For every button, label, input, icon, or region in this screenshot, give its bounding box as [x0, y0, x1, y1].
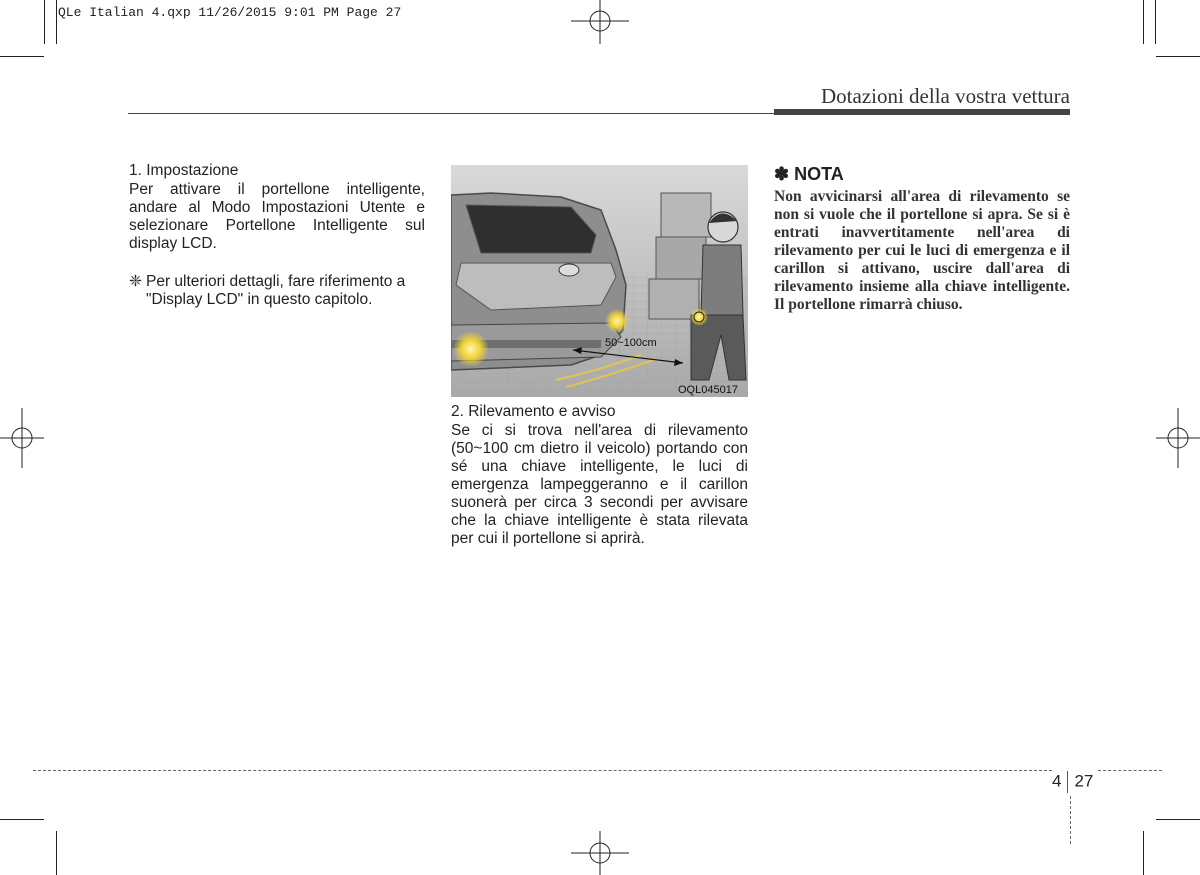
nota-body: Non avvicinarsi all'area di rilevamento se non si vuole che il portellone si apra. Se si è entrati inavvertitamente nell'area di rilevamento per cui le luci di emergenza e il carillon si attivano, uscire dall'area di rilevamento insieme alla chiave intelligente. Il portellone rimarrà chiuso. — [774, 188, 1070, 313]
paragraph-rilevamento: Se ci si trova nell'area di rilevamento (50~100 cm dietro il veicolo) portando con sé una chiave intelligente, le luci di emergenza lampeggeranno e il carillon suonerà per circa 3 secondi per avvisare che la chiave intelligente è stata rilevata per cui il portellone si aprirà. — [451, 422, 748, 547]
heading-rilevamento: 2. Rilevamento e avviso — [451, 403, 616, 420]
section-title: Dotazioni della vostra vettura — [821, 84, 1070, 108]
page-separator — [1067, 771, 1068, 793]
print-slug: QLe Italian 4.qxp 11/26/2015 9:01 PM Page 27 — [58, 5, 402, 20]
distance-label: 50~100cm — [605, 337, 657, 349]
reference-note — [129, 273, 425, 309]
page-number — [1052, 771, 1093, 793]
footer-dash-left — [33, 770, 1052, 771]
header-bar — [774, 109, 1070, 115]
chapter-number: 4 — [1052, 771, 1062, 791]
nota-title: ✽ NOTA — [774, 164, 844, 184]
page-number-value: 27 — [1074, 771, 1094, 791]
registration-mark-top — [571, 0, 629, 44]
reference-note-text: Per ulteriori dettagli, fare riferimento a "Display LCD" in questo capitolo. — [146, 273, 406, 308]
column-left — [129, 162, 425, 309]
column-middle — [451, 403, 748, 548]
registration-mark-bottom — [571, 831, 629, 875]
heading-impostazione: 1. Impostazione — [129, 162, 239, 179]
footer-dash-right — [1098, 770, 1162, 771]
figure-code: OQL045017 — [678, 384, 738, 396]
note-symbol-icon: ❈ — [129, 273, 142, 290]
footer-vertical-dash — [1070, 796, 1071, 844]
illustration — [451, 165, 748, 397]
registration-mark-left — [0, 408, 44, 468]
registration-mark-right — [1156, 408, 1200, 468]
paragraph-impostazione: Per attivare il portellone intelligente, andare al Modo Impostazioni Utente e selezionare Portellone Intelligente sul display LCD. — [129, 181, 425, 252]
nota-box — [774, 163, 1070, 314]
